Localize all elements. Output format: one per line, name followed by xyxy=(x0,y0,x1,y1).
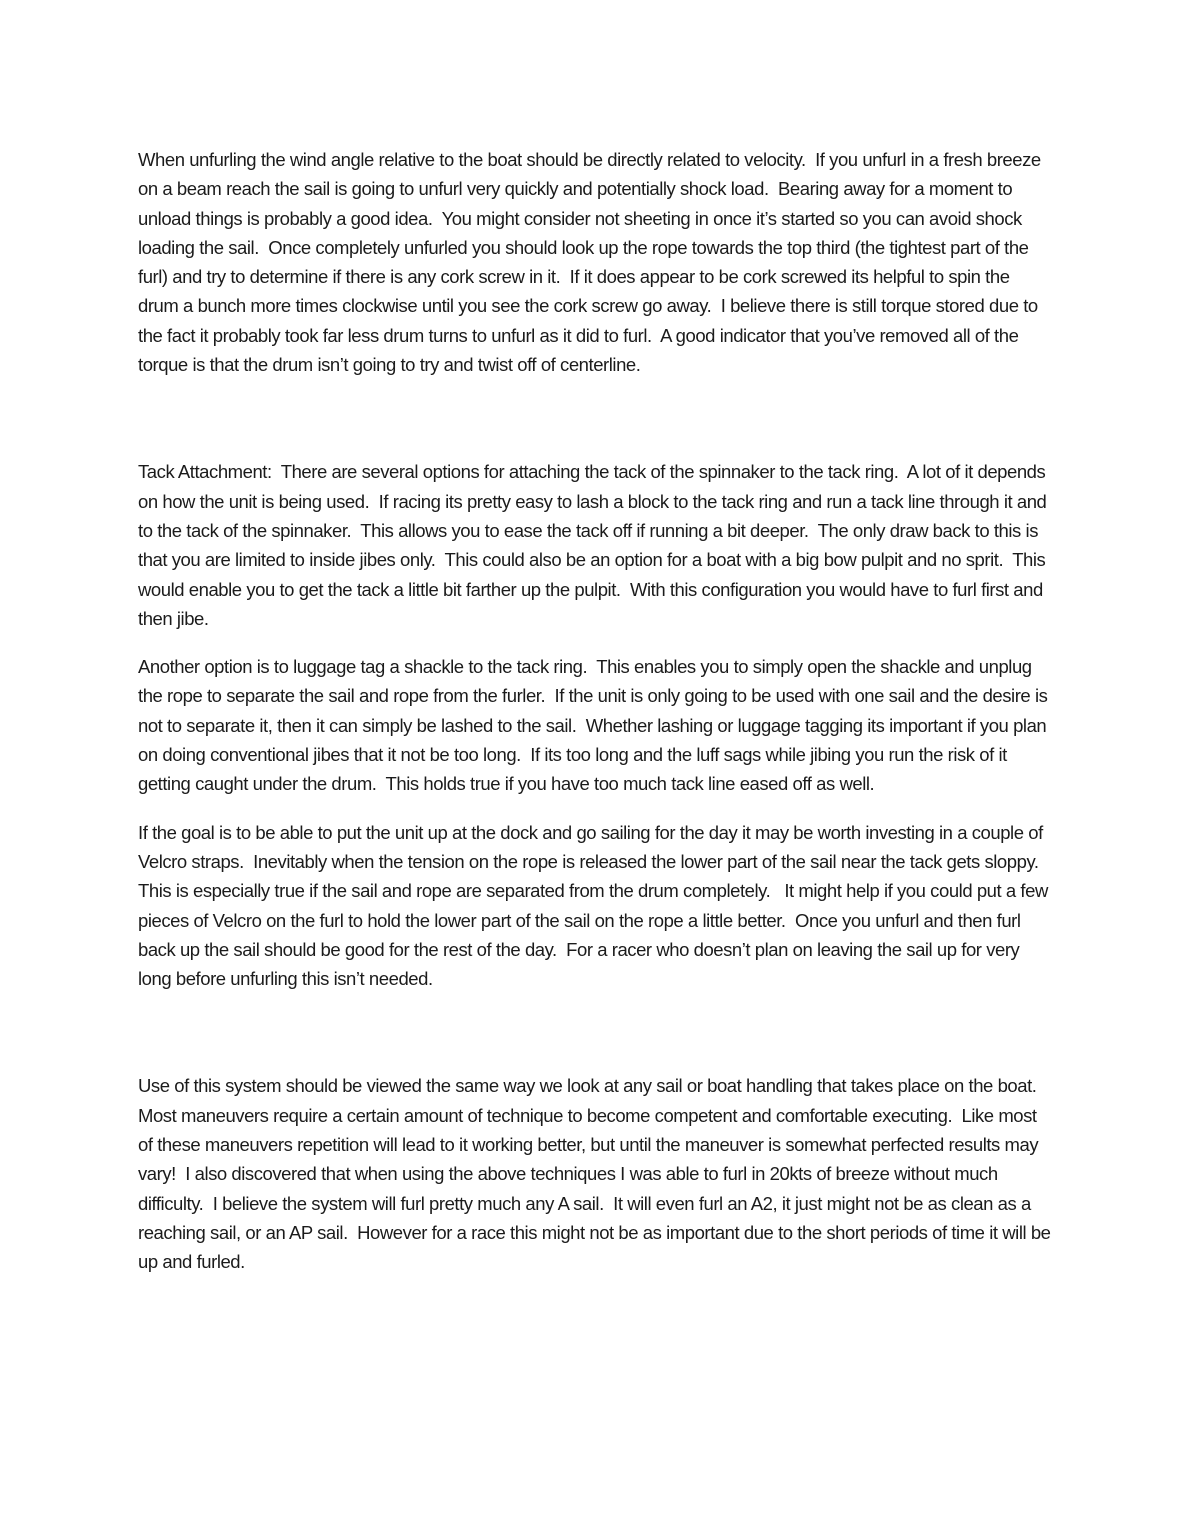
paragraph: If the goal is to be able to put the unit up at the dock and go sailing for the day it may be worth investing in a couple of Velcro straps. Inevitably when the tension on the rope is released the lower part of the sail near the tack gets sloppy. This is especially true if the sail and rope are separated from the drum completely. It might help if you could put a few pieces of Velcro on the furl to hold the lower part of the sail on the rope a little better. Once you unfurl and then furl back up the sail should be good for the rest of the day. For a racer who doesn’t plan on leaving the sail up for very long before unfurling this isn’t needed. xyxy=(138,821,1053,990)
paragraph: Tack Attachment: There are several options for attaching the tack of the spinnaker to the tack ring. A lot of it depends on how the unit is being used. If racing its pretty easy to lash a block to the tack ring and run a tack line through it and to the tack of the spinnaker. This allows you to ease the tack off if running a bit deeper. The only draw back to this is that you are limited to inside jibes only. This could also be an option for a boat with a big bow pulpit and no sprit. This would enable you to get the tack a little bit farther up the pulpit. With this configuration you would have to furl first and then jibe. xyxy=(138,461,1052,629)
paragraph: Use of this system should be viewed the same way we look at any sail or boat handling that takes place on the boat. Most maneuvers require a certain amount of technique to become competent and comfortable executing. Like most of these maneuvers repetition will lead to it working better, but until the maneuver is somewhat perfected results may vary! I also discovered that when using the above techniques I was able to furl in 20kts of breeze without much difficulty. I believe the system will furl pretty much any A sail. It will even furl an A2, it just might not be as clean as a reaching sail, or an AP sail. However for a race this might not be as important due to the short periods of time it will be up and furled. xyxy=(138,1075,1056,1273)
empty-paragraph xyxy=(138,398,1052,438)
paragraph: When unfurling the wind angle relative to the boat should be directly related to velocity. If you unfurl in a fresh breeze on a beam reach the sail is going to unfurl very quickly and potentially shock load. Bearing away for a moment to unload things is probably a good idea. You might consider not sheeting in once it’s started so you can avoid shock loading the sail. Once completely unfurled you should look up the rope towards the top third (the tightest part of the furl) and try to determine if there is any cork screw in it. If it does appear to be cork screwed its helpful to spin the drum a bunch more times clockwise until you see the cork screw go away. I believe there is still torque stored due to the fact it probably took far less drum turns to unfurl as it did to furl. A good indicator that you’ve removed all of the torque is that the drum isn’t going to try and twist off of centerline. xyxy=(138,149,1046,376)
document-body xyxy=(138,145,1056,1277)
empty-paragraph xyxy=(138,1012,1052,1052)
paragraph: Another option is to luggage tag a shackle to the tack ring. This enables you to simply open the shackle and unplug the rope to separate the sail and rope from the furler. If the unit is only going to be used with one sail and the desire is not to separate it, then it can simply be lashed to the sail. Whether lashing or luggage tagging its important if you plan on doing conventional jibes that it not be too long. If its too long and the luff sags while jibing you run the risk of it getting caught under the drum. This holds true if you have too much tack line eased off as well. xyxy=(138,656,1053,795)
